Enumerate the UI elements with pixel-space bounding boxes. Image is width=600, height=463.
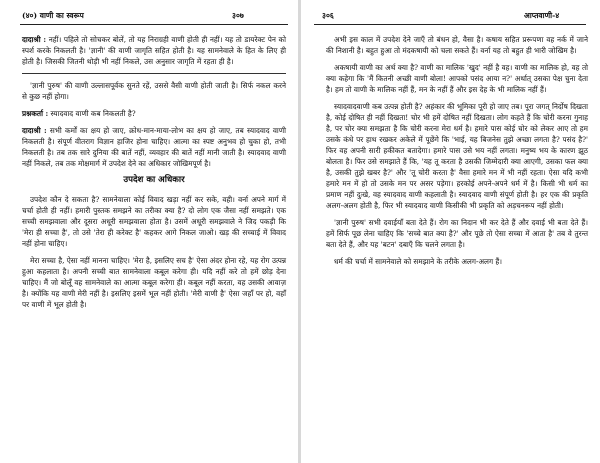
left-paragraph-6: मेरा सच्चा है, ऐसा नहीं मानना चाहिए। 'मेरा है, इसलिए सच है' ऐसा अंदर होना रहे, यह रोग उत्पन्न हुआ कहलाता है। अपनी सच्ची बात सामनेवाला कबूल करेगा ही। यदि नहीं करे तो हमें छोड़ देना चाहिए। मैं जो बोलूँ वह सामनेवाले का आत्मा कबूल करेगा ही। कबूल नहीं करता, वह उसकी आवाज़ है। क्योंकि यह वाणी मेरी नहीं है। इसलिए इसमें भूल नहीं होती। 'मेरी वाणी है' ऐसा जहाँ पर हो, वहाँ पर वाणी में भूल होती है। — [22, 256, 286, 309]
right-chapter-label: आप्तवाणी-४ — [524, 11, 560, 20]
right-page-body — [326, 34, 588, 273]
speaker-label: दादाश्री : — [22, 35, 47, 44]
left-paragraph-1 — [22, 34, 286, 67]
paragraph-text: नहीं। पहिले तो सोचकर बोलें, तो यह निराग्रही वाणी होती ही नहीं। यह तो डायरेक्ट पेन को स्पर्श करके निकलती है। 'ज्ञानी' की वाणी जागृति सहित होती है। यह सामनेवाले के हित के लिए ही होती है। जिसकी जितनी थोड़ी भी नहीं निकले, उस अनुसार जागृति में रहता ही है। — [22, 35, 286, 66]
left-paragraph-4 — [22, 125, 286, 169]
left-paragraph-5: उपदेश कौन दे सकता है? सामनेवाला कोई विवाद खड़ा नहीं कर सके, वही। वर्ना अपने मार्ग में चर्चा होती ही नहीं। हमारी पुस्तक समझने का तरीका क्या है? दो लोग एक जैसा नहीं समझते। एक सच्ची समझवाला और दूसरा अधूरी समझवाला होता है। उसमें अधूरी समझवाले ने जिद पकड़ी कि 'मेरा ही सच्चा है', तो उसे 'तेरा ही करेक्ट है' कहकर आगे निकल जाओ। खड़ की सच्चाई में विवाद नहीं होना चाहिए। — [22, 195, 286, 248]
speaker-label: दादाश्री : — [22, 126, 47, 135]
right-paragraph-2: अकषायी वाणी का अर्थ क्या है? वाणी का मालिक 'खुद' नहीं है वह। वाणी का मालिक हो, वह तो क्या कहेगा कि 'मैं कितनी अच्छी वाणी बोला! आपको पसंद आया न?' अर्थात् उसका पेक्ष चुना देता है। हम तो वाणी के मालिक नहीं हैं, मन के नहीं हैं और इस देह के भी मालिक नहीं हैं। — [326, 63, 588, 94]
left-header-rule — [20, 24, 288, 25]
paragraph-text: स्यादवाद वाणी कब निकलती है? — [48, 109, 136, 118]
right-page-number: ३०६ — [322, 11, 334, 20]
left-chapter-label: (४०) वाणी का स्वरूप — [22, 11, 84, 20]
section-divider — [22, 73, 286, 74]
left-paragraph-3 — [22, 108, 286, 119]
left-paragraph-2: 'ज्ञानी पुरुष' की वाणी उल्लासपूर्वक सुनते रहें, उससे वैसी वाणी होती जाती है। सिर्फ नकल करने से कुछ नहीं होगा। — [22, 81, 286, 101]
speaker-label: प्रश्नकर्ता : — [22, 109, 49, 118]
right-paragraph-1: अभी इस काल में उपदेश देने जाएँ तो बंधन हो, वैसा है। कषाय सहित प्ररूपणा वह नर्क में जाने की निशानी है। बहुत हुआ तो मंदकषायी को चला सकते हैं। वर्ना यह तो बहुत ही भारी जोखिम है। — [326, 35, 588, 55]
left-page-body — [22, 34, 286, 316]
right-paragraph-5: धर्म की चर्चा में सामनेवाले को समझाने के तरीके अलग-अलग हैं। — [334, 257, 503, 266]
right-page — [300, 0, 600, 463]
section-heading: उपदेश का अधिकार — [123, 175, 185, 185]
right-paragraph-4: 'ज्ञानी पुरुष' सभी दवाईयाँ बता देते हैं। रोग का निदान भी कर देते हैं और दवाई भी बता देते हैं। हमें सिर्फ पूछ लेना चाहिए कि 'सच्चे बात क्या है?' और पूछे तो ऐसा सच्चा में आता है' तब वे तुरन्त बता देते हैं, और यह 'बटन' दबाएँ कि चलने लगता है। — [326, 218, 588, 249]
right-paragraph-3: स्यादवादवाणी कब उत्पन्न होती है? अहंकार की भूमिका पूरी हो जाए तब। पूरा जगत् निर्दोष दिखता है, कोई दोषित ही नहीं दिखता! चोर भी हमें दोषित नहीं दिखता। लोग कहते हैं कि चोरी करना गुनाह है, पर चोर क्या समझता है कि चोरी करना मेरा धर्म है। हमारे पास कोई चोर को लेकर आए तो हम उसके कंधे पर हाथ रखकर अकेले में पूछेंगे कि 'भाई, यह बिजनेस तुझे अच्छा लगता है? पसंद है?' फिर वह अपनी सारी हकीकत बतादेगा। हमारे पास उसे भय नहीं लगता। मनुष्य भय के कारण झूठ बोलता है। फिर उसे समझाते हैं कि, 'यह तू करता है उसकी जिम्मेदारी क्या आएगी, उसका फल क्या है, उसकी तुझे खबर है?' और 'तू चोरी करता है' वैसा हमारे मन में भी नहीं रहता। ऐसा यदि कभी हमारे मन में हो तो उसके मन पर असर पड़ेगा। हरकोई अपने-अपने धर्म में है। किसी भी धर्म का प्रमाण नहीं दुःखे, वह स्यादवाद वाणी कहलाती है। स्यादवाद वाणी संपूर्ण होती है। हर एक की प्रकृति अलग-अलग होती है, फिर भी स्यादवाद वाणी किसीकी भी प्रकृति को अड़चनरूप नहीं होती। — [326, 102, 588, 210]
right-header-rule — [314, 24, 586, 25]
paragraph-text: सभी कर्मों का क्षय हो जाए, क्रोध-मान-माया-लोभ का क्षय हो जाए, तब स्यादवाद वाणी निकलती है। संपूर्ण वीतराग विज्ञान हाजिर होना चाहिए। आत्मा का स्पष्ट अनुभव हो चुका हो, तभी निकलती है। तब तक सारे दुनिया की बातें नहीं, व्यवहार की बातें नहीं मानी जाती है। स्यादवाद वाणी नहीं निकले, तब तक मोक्षमार्ग में उपदेश देने का अधिकार जोखिमपूर्ण है। — [22, 126, 286, 168]
left-page-number: ३०७ — [232, 11, 244, 20]
